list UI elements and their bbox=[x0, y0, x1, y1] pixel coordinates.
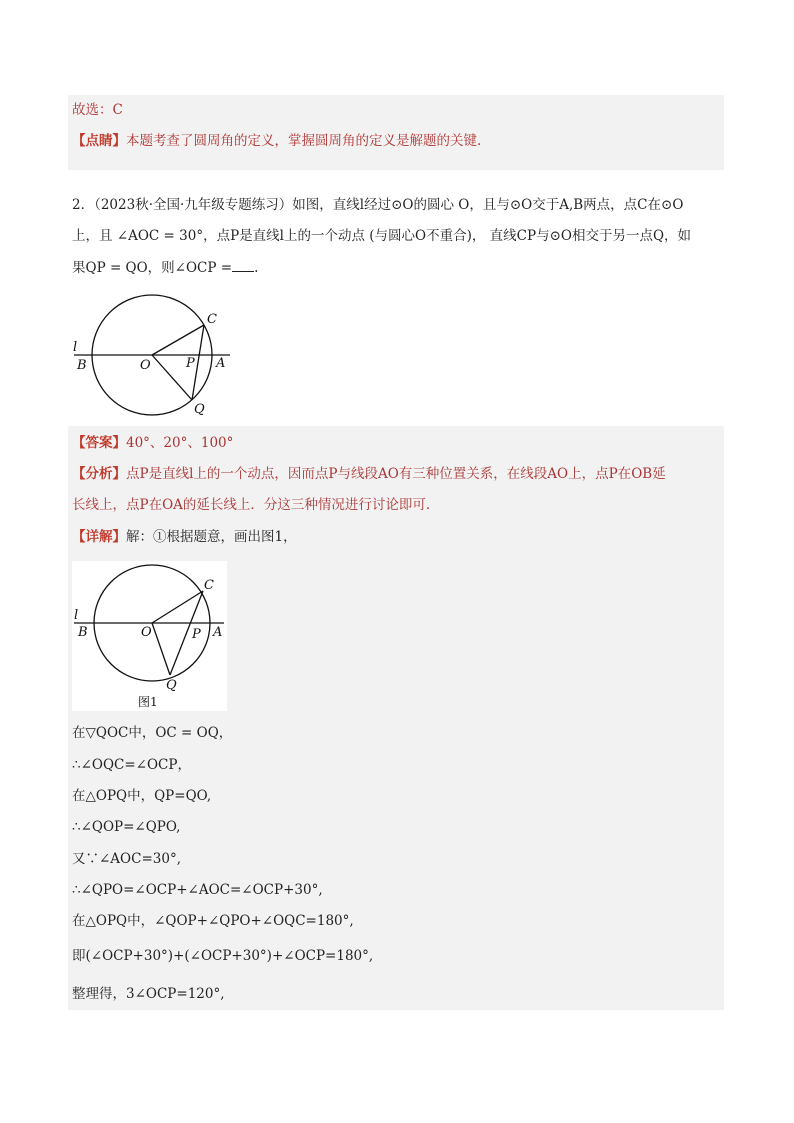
step-2: ∴∠OQC=∠OCP， bbox=[72, 757, 191, 773]
figure-caption: 图1 bbox=[138, 695, 158, 709]
label-p: P bbox=[186, 356, 195, 371]
comment-line bbox=[72, 131, 481, 151]
answer-line bbox=[72, 433, 233, 453]
label-p-2: P bbox=[192, 627, 201, 642]
question-figure bbox=[70, 293, 240, 423]
detail-intro: 解：①根据题意，画出图1， bbox=[126, 529, 297, 545]
choice-line: 故选：C bbox=[72, 102, 123, 118]
label-q-2: Q bbox=[166, 678, 177, 693]
segment-oq-2 bbox=[152, 623, 170, 675]
answer-text: 40°、20°、100° bbox=[126, 435, 234, 451]
step-3: 在△OPQ中，QP=QO, bbox=[72, 788, 212, 804]
analysis-line-1 bbox=[72, 464, 666, 484]
label-o-2: O bbox=[141, 625, 152, 640]
detail-tag: 【详解】 bbox=[72, 529, 126, 545]
question-line-3-suffix: . bbox=[254, 260, 259, 276]
label-b: B bbox=[77, 358, 87, 373]
segment-oc bbox=[152, 325, 204, 355]
answer-blank bbox=[232, 257, 254, 272]
analysis-tag: 【分析】 bbox=[72, 466, 126, 482]
label-c: C bbox=[207, 312, 217, 327]
step-7: 在△OPQ中，∠QOP+∠QPO+∠OQC=180°, bbox=[72, 913, 354, 929]
segment-oc-2 bbox=[152, 591, 203, 623]
question-line-1: 2．（2023秋·全国·九年级专题练习）如图，直线l经过⊙O的圆心 O，且与⊙O交于A,B两点，点C在⊙O bbox=[72, 197, 684, 213]
label-b-2: B bbox=[78, 625, 88, 640]
step-6: ∴∠QPO=∠OCP+∠AOC=∠OCP+30°, bbox=[72, 882, 323, 898]
label-l-2: l bbox=[74, 608, 79, 623]
analysis-text-1: 点P是直线l上的一个动点，因而点P与线段AO有三种位置关系，在线段AO上，点P在OB延 bbox=[126, 466, 666, 482]
detail-line bbox=[72, 527, 297, 547]
solution-figure bbox=[72, 561, 227, 711]
label-c-2: C bbox=[204, 578, 214, 593]
question-line-2: 上，且 ∠AOC = 30°，点P是直线l上的一个动点 (与圆心O不重合)， 直线CP与⊙O相交于另一点Q，如 bbox=[72, 228, 692, 244]
label-l: l bbox=[73, 340, 78, 355]
comment-tag: 【点睛】 bbox=[72, 133, 126, 149]
step-1: 在▽QOC中，OC = OQ， bbox=[72, 725, 233, 741]
step-4: ∴∠QOP=∠QPO, bbox=[72, 819, 181, 835]
step-8: 即(∠OCP+30°)+(∠OCP+30°)+∠OCP=180°, bbox=[72, 948, 374, 964]
question-line-3 bbox=[72, 257, 258, 278]
analysis-line-2: 长线上，点P在OA的延长线上．分这三种情况进行讨论即可． bbox=[72, 497, 440, 513]
step-5: 又∵∠AOC=30°, bbox=[72, 851, 181, 867]
label-o: O bbox=[140, 358, 151, 373]
label-a: A bbox=[216, 356, 226, 371]
label-q: Q bbox=[194, 402, 205, 417]
answer-tag: 【答案】 bbox=[72, 435, 126, 451]
comment-text: 本题考查了圆周角的定义，掌握圆周角的定义是解题的关键. bbox=[126, 133, 482, 149]
question-line-3-prefix: 果QP = QO，则∠OCP = bbox=[72, 260, 233, 276]
label-a-2: A bbox=[213, 625, 223, 640]
step-9: 整理得，3∠OCP=120°, bbox=[72, 986, 225, 1002]
